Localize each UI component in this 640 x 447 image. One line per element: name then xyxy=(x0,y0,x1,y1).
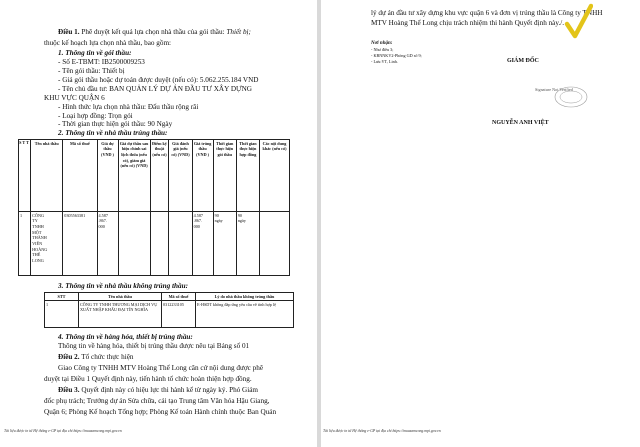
header-stt: STT xyxy=(57,293,66,299)
cell-tech-score xyxy=(151,212,169,213)
header-adjusted-price: Giá dự thầu sau hiệu chỉnh sai lệch thừa (nếu có), giảm giá (nếu có) (VND) xyxy=(119,140,149,169)
article-1-line2: thuộc kế hoạch lựa chọn nhà thầu, bao gồm: xyxy=(44,39,172,47)
header-reason: Lý do nhà thầu không trúng thầu xyxy=(214,293,275,299)
cell-other xyxy=(260,212,289,213)
article-1-text: Phê duyệt kết quả lựa chọn nhà thầu của gói thầu: xyxy=(79,28,227,36)
signature-seal-icon xyxy=(551,83,591,113)
article-2-line1: Giao Công ty TNHH MTV Hoàng Thể Long căn cứ nội dung được phê xyxy=(58,364,264,372)
document-page-right xyxy=(321,0,640,447)
package-name: - Tên gói thầu: Thiết bị xyxy=(58,67,125,75)
table-header-row xyxy=(45,293,294,301)
header-other: Các nội dung khác (nếu có) xyxy=(262,140,287,152)
page-footer: Tài liệu được in từ Hệ thống e-GP tại địa chỉ https://muasamcong.mpi.gov.vn xyxy=(323,429,441,433)
header-bidder-name: Tên nhà thầu xyxy=(34,140,59,146)
article-2-heading: Điều 2. xyxy=(58,353,80,361)
article-3-heading: Điều 3. xyxy=(58,386,80,394)
cell-adjusted-price xyxy=(119,212,150,213)
article-3-line2: đốc phụ trách; Trưởng dự án Sửa chữa, cải tạo Trung tâm Văn hóa Hậu Giang, xyxy=(44,397,270,405)
section-4-title: 4. Thông tin về hàng hóa, thiết bị trúng thầu: xyxy=(58,333,193,341)
cell-tax-code: 0305563381 xyxy=(64,212,86,218)
article-3-line3: Quận 6; Phòng Kế hoạch Tổng hợp; Phòng Kế toán Hành chính thuộc Ban Quản xyxy=(44,408,277,416)
cell-bidder-name: CÔNG TY TNHH MỘT THÀNH VIÊN HOÀNG THỂ LONG xyxy=(32,212,48,263)
cell-reason: E-HSDT không đáp ứng yêu cầu về tính hợp lệ xyxy=(197,301,276,307)
director-title: GIÁM ĐỐC xyxy=(507,58,539,64)
table-row xyxy=(19,212,290,276)
cell-eval-price xyxy=(169,212,191,213)
section-2-title: 2. Thông tin về nhà thầu trúng thầu: xyxy=(58,129,168,137)
table-header-row xyxy=(19,140,290,212)
article-3-text: Quyết định này có hiệu lực thi hành kể từ ngày ký. Phó Giám xyxy=(79,386,259,394)
ebmt-number: - Số E-TBMT: IB2500009253 xyxy=(58,58,145,66)
header-bidder-name: Tên nhà thầu xyxy=(108,293,132,299)
recipient-item: - Lưu:VT, Linh. xyxy=(371,59,398,64)
section-3-title: 3. Thông tin về nhà thầu không trúng thầu: xyxy=(58,282,189,290)
losing-bidder-table xyxy=(44,292,294,328)
page-footer: Tài liệu được in từ Hệ thống e-GP tại địa chỉ https://muasamcong.mpi.gov.vn xyxy=(4,429,122,433)
table-row xyxy=(45,301,294,328)
continuation-line2: MTV Hoàng Thể Long chịu trách nhiệm thi hành Quyết định này./. xyxy=(371,19,565,27)
package-duration: - Thời gian thực hiện gói thầu: 90 Ngày xyxy=(58,120,173,128)
cell-bid-price: 4.587 .867. 000 xyxy=(98,212,108,229)
cell-stt: 1 xyxy=(46,301,49,307)
header-tax-code: Mã số thuế xyxy=(168,293,189,299)
section-1-title: 1. Thông tin về gói thầu: xyxy=(58,49,132,57)
article-2-line xyxy=(58,354,134,361)
header-tech-score: Điểm kỹ thuật (nếu có) xyxy=(151,140,167,157)
article-1-heading: Điều 1. xyxy=(58,28,80,36)
contract-type: - Loại hợp đồng: Trọn gói xyxy=(58,112,133,120)
header-winning-price: Giá trúng thầu (VND ) xyxy=(193,140,212,157)
recipient-item: - KBNNKV2-Phòng GD số 9; xyxy=(371,53,422,58)
section-4-text: Thông tin về hàng hóa, thiết bị trúng thầu được nêu tại Bảng số 01 xyxy=(58,342,250,350)
continuation-line1: lý dự án đầu tư xây dựng khu vực quận 6 và đơn vị trúng thầu là Công ty TNHH xyxy=(371,9,603,17)
signature-status: Signature Not Verified xyxy=(535,87,573,92)
recipient-item: - Như điều 3; xyxy=(371,47,394,52)
package-price: - Giá gói thầu hoặc dự toán được duyệt (nếu có): 5.062.255.184 VND xyxy=(58,76,259,84)
cell-stt: 1 xyxy=(20,212,23,218)
header-bid-price: Giá dự thầu (VND ) xyxy=(101,140,114,157)
article-1-package: Thiết bị; xyxy=(226,28,251,36)
article-2-line2: duyệt tại Điều 1 Quyết định này, tiến hành tổ chức hoàn thiện hợp đồng. xyxy=(44,375,252,383)
cell-tax-code: 0312233105 xyxy=(163,301,184,307)
header-contract-time: Thời gian thực hiện hợp đồng xyxy=(239,140,257,157)
header-package-time: Thời gian thực hiện gói thầu xyxy=(216,140,234,157)
cell-contract-time: 90 ngày xyxy=(237,212,246,224)
recipients-title: Nơi nhận: xyxy=(371,41,393,46)
cell-package-time: 90 ngày xyxy=(214,212,223,224)
header-eval-price: Giá đánh giá (nếu có) (VND) xyxy=(171,140,190,157)
header-tax-code: Mã số thuế xyxy=(69,140,90,146)
selection-method: - Hình thức lựa chọn nhà thầu: Đấu thầu rộng rãi xyxy=(58,103,199,111)
cell-winning-price: 4.587 .867. 000 xyxy=(193,212,204,229)
article-3-line xyxy=(58,387,258,394)
article-1-line xyxy=(58,29,251,36)
check-mark-icon xyxy=(563,2,593,42)
header-stt: S T T xyxy=(19,140,29,145)
document-page-left xyxy=(0,0,317,447)
winning-bidder-table xyxy=(18,139,290,276)
investor-line2: KHU VỰC QUẬN 6 xyxy=(44,94,105,102)
investor-line1: - Tên chủ đầu tư: BAN QUẢN LÝ DỰ ÁN ĐẦU TƯ XÂY DỰNG xyxy=(58,85,252,93)
director-name: NGUYỄN ANH VIỆT xyxy=(492,120,549,126)
article-2-text: Tổ chức thực hiện xyxy=(79,353,134,361)
cell-bidder-name: CÔNG TY TNHH THƯƠNG MẠI DỊCH VỤ XUẤT NHẬP KHẨU ĐẠI TÍN NGHĨA xyxy=(80,301,158,313)
